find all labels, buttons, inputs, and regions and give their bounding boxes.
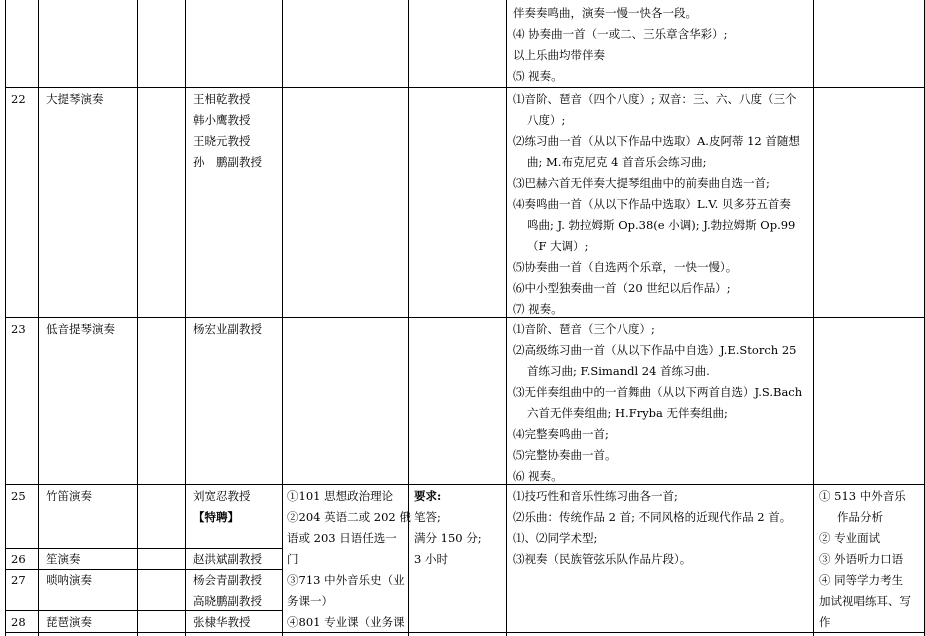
grid-line bbox=[5, 632, 925, 633]
exam-requirement-line: 3 小时 bbox=[414, 552, 448, 566]
major-name: 竹笛演奏 bbox=[46, 489, 92, 503]
grid-line bbox=[5, 0, 6, 636]
teacher-name: 王晓元教授 bbox=[193, 134, 251, 148]
requirement-line: ⑵练习曲一首（从以下作品中选取）A.皮阿蒂 12 首随想 bbox=[513, 134, 800, 148]
row-number: 27 bbox=[11, 573, 26, 587]
major-name: 大提琴演奏 bbox=[46, 92, 104, 106]
retest-line: ① 513 中外音乐 bbox=[819, 489, 906, 503]
grid-line bbox=[282, 0, 283, 636]
requirement-line: ⑵乐曲：传统作品 2 首; 不同风格的近现代作品 2 首。 bbox=[513, 510, 792, 524]
retest-line: ④ 同等学力考生 bbox=[819, 573, 904, 587]
grid-line bbox=[137, 0, 138, 636]
requirement-line: 六首无伴奏组曲; H.Fryba 无伴奏组曲; bbox=[527, 406, 728, 420]
requirement-line: 以上乐曲均带伴奏 bbox=[513, 48, 605, 62]
row-number: 23 bbox=[11, 322, 26, 336]
row-number: 26 bbox=[11, 552, 26, 566]
row-number: 25 bbox=[11, 489, 26, 503]
row-number: 22 bbox=[11, 92, 26, 106]
grid-line bbox=[185, 0, 186, 636]
exam-subject-line: ①101 思想政治理论 bbox=[287, 489, 394, 503]
requirement-line: 伴奏奏鸣曲，演奏一慢一快各一段。 bbox=[513, 6, 697, 20]
requirement-line: 八度）; bbox=[527, 113, 566, 127]
requirement-line: ⑴技巧性和音乐性练习曲各一首; bbox=[513, 489, 678, 503]
teacher-list bbox=[193, 570, 262, 612]
requirement-line: 曲; M.布克尼克 4 首音乐会练习曲; bbox=[527, 155, 707, 169]
teacher-name: 张棣华教授 bbox=[193, 615, 251, 629]
teacher-name: 高晓鹏副教授 bbox=[193, 594, 262, 608]
requirement-line: ⑷完整奏鸣曲一首; bbox=[513, 427, 609, 441]
requirement-line: ⑸完整协奏曲一首。 bbox=[513, 448, 617, 462]
requirement-line: ⑺ 视奏。 bbox=[513, 302, 563, 316]
exam-subject-line: ③713 中外音乐史（业 bbox=[287, 573, 405, 587]
teacher-name: 韩小鹰教授 bbox=[193, 113, 251, 127]
requirement-line: ⑴音阶、琶音（四个八度）; 双音：三、六、八度（三个 bbox=[513, 92, 797, 106]
row-number: 28 bbox=[11, 615, 26, 629]
requirement-line: （F 大调）; bbox=[527, 239, 589, 253]
requirements-cell bbox=[513, 319, 802, 487]
exam-subject-line: 务课一） bbox=[287, 594, 333, 608]
major-name: 唢呐演奏 bbox=[46, 573, 92, 587]
retest-line: ② 专业面试 bbox=[819, 531, 881, 545]
major-name: 笙演奏 bbox=[46, 552, 81, 566]
retest-line: ③ 外语听力口语 bbox=[819, 552, 904, 566]
requirements-cell bbox=[513, 3, 728, 87]
exam-subject-line: 语或 203 日语任选一 bbox=[287, 531, 397, 545]
retest-line: 作品分析 bbox=[837, 510, 883, 524]
exam-subject-line: 门 bbox=[287, 552, 299, 566]
requirement-line: ⑶无伴奏组曲中的一首舞曲（从以下两首自选）J.S.Bach bbox=[513, 385, 803, 399]
grid-line bbox=[38, 0, 39, 636]
exam-subjects bbox=[287, 486, 411, 633]
requirement-line: ⑷奏鸣曲一首（从以下作品中选取）L.V. 贝多芬五首奏 bbox=[513, 197, 791, 211]
requirement-line: ⑶巴赫六首无伴奏大提琴组曲中的前奏曲自选一首; bbox=[513, 176, 770, 190]
teacher-list bbox=[193, 319, 262, 340]
teacher-name: 赵洪斌副教授 bbox=[193, 552, 262, 566]
grid-line bbox=[5, 87, 925, 88]
requirements-cell bbox=[513, 486, 791, 570]
requirement-line: ⑹中小型独奏曲一首（20 世纪以后作品）; bbox=[513, 281, 731, 295]
exam-requirement-heading: 要求: bbox=[414, 489, 442, 503]
requirement-line: ⑸ 视奏。 bbox=[513, 69, 563, 83]
teacher-name: 孙 鹏副教授 bbox=[193, 155, 262, 169]
teacher-list bbox=[193, 89, 262, 173]
requirement-line: ⑸协奏曲一首（自选两个乐章，一快一慢）。 bbox=[513, 260, 738, 274]
retest-subjects bbox=[819, 486, 911, 633]
teacher-name: 刘宽忍教授 bbox=[193, 489, 251, 503]
exam-subject-line: ②204 英语二或 202 俄 bbox=[287, 510, 411, 524]
requirement-line: 首练习曲; F.Simandl 24 首练习曲. bbox=[527, 364, 710, 378]
grid-line bbox=[813, 0, 814, 636]
requirement-line: ⑴、⑵同学术型; bbox=[513, 531, 598, 545]
teacher-name: 杨宏业副教授 bbox=[193, 322, 262, 336]
exam-requirement bbox=[414, 486, 482, 570]
requirement-line: 鸣曲; J. 勃拉姆斯 Op.38(e 小调); J.勃拉姆斯 Op.99 bbox=[527, 218, 796, 232]
requirement-line: ⑵高级练习曲一首（从以下作品中自选）J.E.Storch 25 bbox=[513, 343, 797, 357]
requirement-line: ⑴音阶、琶音（三个八度）; bbox=[513, 322, 655, 336]
exam-requirement-line: 笔答; bbox=[414, 510, 441, 524]
requirements-cell bbox=[513, 89, 800, 320]
teacher-list bbox=[193, 486, 251, 528]
grid-line bbox=[506, 0, 507, 636]
requirement-line: ⑷ 协奏曲一首（一或二、三乐章含华彩）; bbox=[513, 27, 728, 41]
teacher-name: 王相乾教授 bbox=[193, 92, 251, 106]
major-name: 琵琶演奏 bbox=[46, 615, 92, 629]
requirement-line: ⑶视奏（民族管弦乐队作品片段）。 bbox=[513, 552, 692, 566]
teacher-note: 【特聘】 bbox=[193, 510, 239, 524]
exam-subject-line: ④801 专业课（业务课 bbox=[287, 615, 405, 629]
requirement-line: ⑹ 视奏。 bbox=[513, 469, 563, 483]
retest-line: 作 bbox=[819, 615, 831, 629]
teacher-name: 杨会青副教授 bbox=[193, 573, 262, 587]
exam-requirement-line: 满分 150 分; bbox=[414, 531, 482, 545]
retest-line: 加试视唱练耳、写 bbox=[819, 594, 911, 608]
major-name: 低音提琴演奏 bbox=[46, 322, 115, 336]
